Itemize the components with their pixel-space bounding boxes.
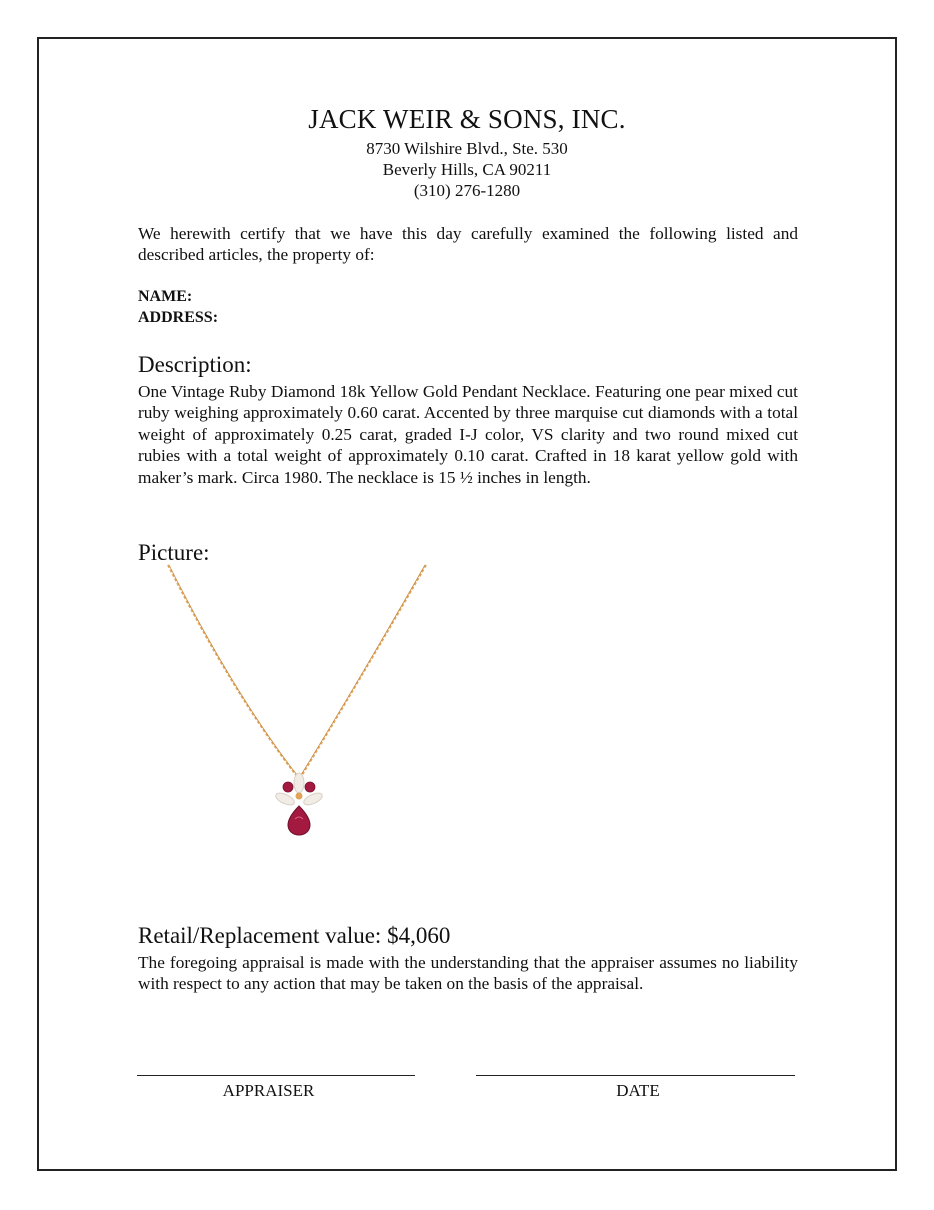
marquise-diamond-right bbox=[302, 791, 324, 808]
company-city-state-zip: Beverly Hills, CA 90211 bbox=[382, 160, 552, 179]
company-name: JACK WEIR & SONS, INC. bbox=[308, 104, 626, 134]
retail-replacement-value: Retail/Replacement value: $4,060 bbox=[138, 923, 451, 948]
necklace-photo bbox=[138, 563, 438, 853]
marquise-diamond-top bbox=[294, 773, 304, 793]
date-label: DATE bbox=[616, 1081, 660, 1100]
description-heading: Description: bbox=[138, 352, 252, 377]
appraiser-label: APPRAISER bbox=[222, 1081, 315, 1100]
chain-left-shadow bbox=[169, 565, 297, 775]
appraiser-signature-line bbox=[137, 1075, 415, 1076]
date-signature-line bbox=[476, 1075, 795, 1076]
marquise-diamond-left bbox=[274, 791, 296, 808]
owner-name-label: NAME: bbox=[138, 288, 193, 305]
chain-left bbox=[168, 565, 296, 775]
certification-statement: We herewith certify that we have this day carefully examined the following listed and described articles, the property of: bbox=[138, 224, 798, 265]
company-phone: (310) 276-1280 bbox=[413, 181, 521, 200]
company-street-address: 8730 Wilshire Blvd., Ste. 530 bbox=[366, 139, 568, 158]
round-ruby-right bbox=[305, 782, 315, 792]
owner-address-label: ADDRESS: bbox=[138, 309, 219, 326]
pendant-necklace-illustration bbox=[138, 563, 438, 853]
description-text: One Vintage Ruby Diamond 18k Yellow Gold Pendant Necklace. Featuring one pear mixed cut ruby weighing approximately 0.60 carat. Accented by three marquise cut diamonds with a total weight of approximately 0.25 carat, graded I-J color, VS clarity and two round mixed cut rubies with a total weight of approximately 0.10 carat. Crafted in 18 karat yellow gold with maker’s mark. Circa 1980. The necklace is 15 ½ inches in length. bbox=[138, 382, 798, 487]
round-ruby-left bbox=[283, 782, 293, 792]
pear-ruby bbox=[288, 806, 310, 835]
gold-setting-center bbox=[296, 793, 303, 800]
picture-heading: Picture: bbox=[138, 540, 210, 565]
chain-right-shadow bbox=[301, 565, 425, 775]
appraisal-disclaimer: The foregoing appraisal is made with the understanding that the appraiser assumes no liability with respect to any action that may be taken on the basis of the appraisal. bbox=[138, 953, 798, 994]
